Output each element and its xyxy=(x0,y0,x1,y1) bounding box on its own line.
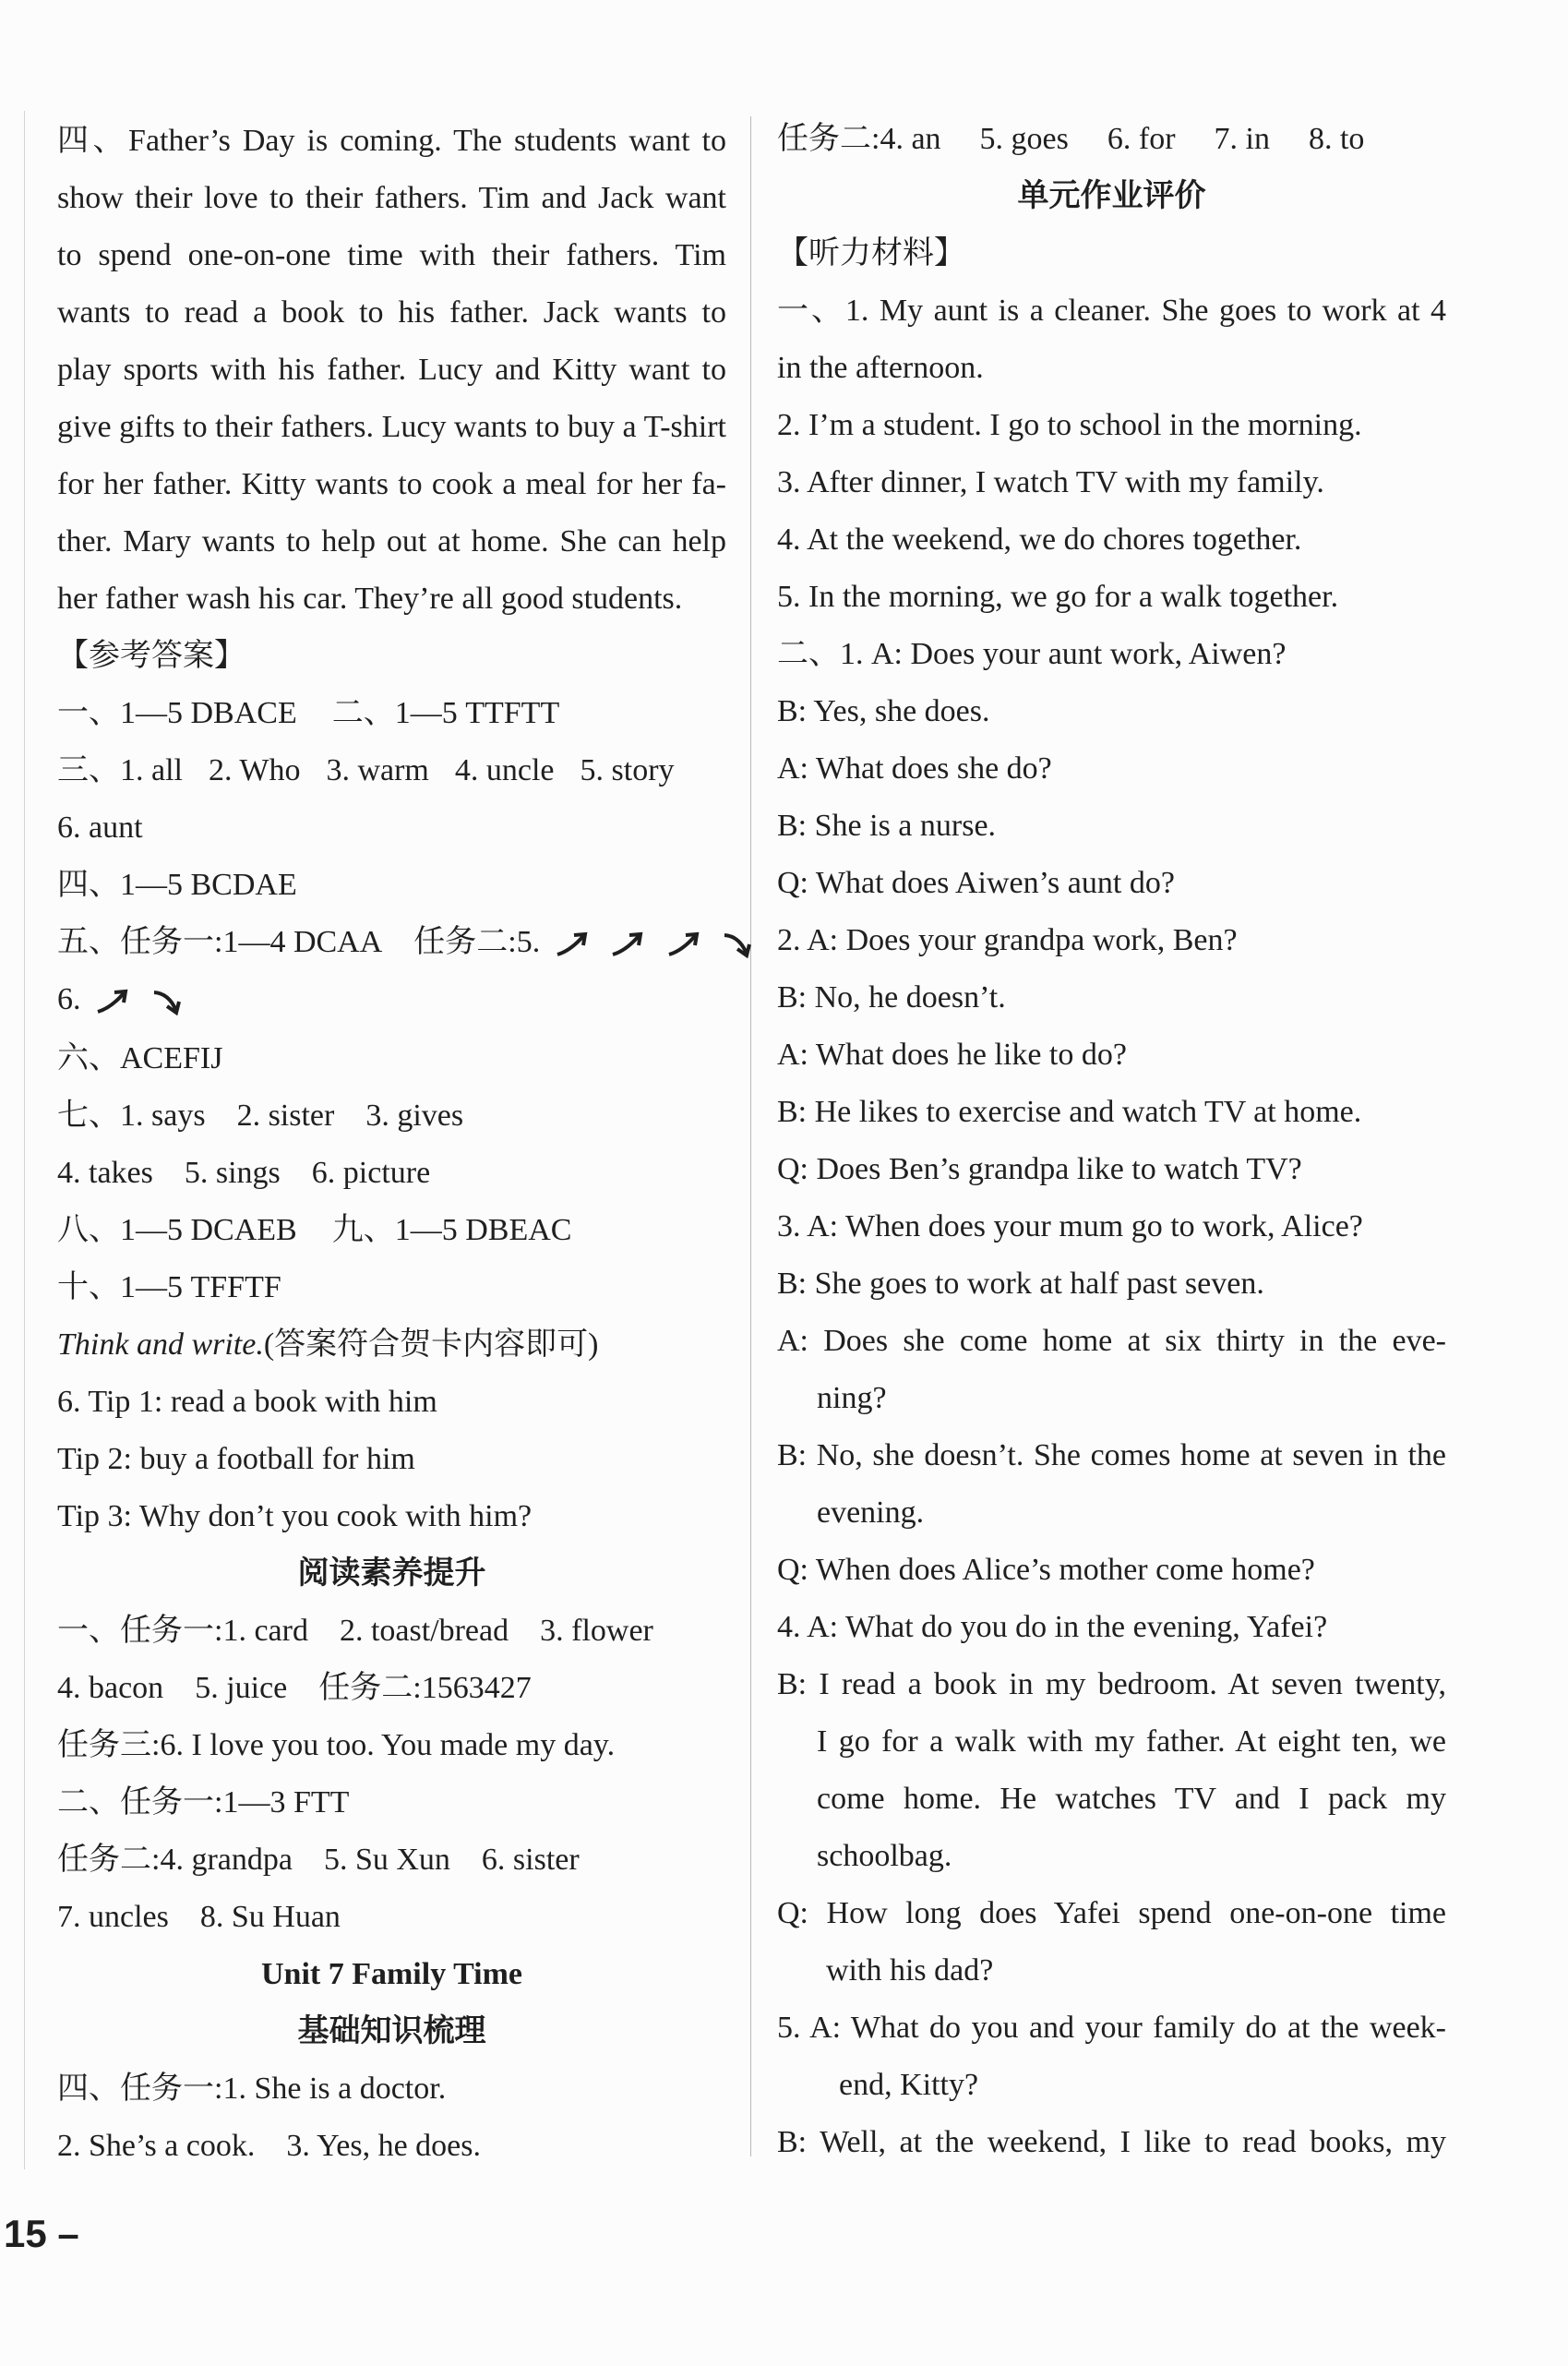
column-divider xyxy=(750,116,751,2156)
script-line: Q: Does Ben’s grandpa like to watch TV? xyxy=(777,1152,1302,1186)
script-line: 4. At the weekend, we do chores together. xyxy=(777,522,1302,557)
answer-item: 7. in xyxy=(1214,122,1270,156)
script-line: Q: What does Aiwen’s aunt do? xyxy=(777,866,1175,900)
think-and-write-label: Think and write. xyxy=(57,1327,264,1362)
answer-item: 8. Su Huan xyxy=(199,1900,341,1934)
answer-item: 一、任务一:1. card xyxy=(57,1614,308,1648)
answer-item: 任务二:5. xyxy=(413,925,541,959)
rising-intonation-icon xyxy=(665,931,702,958)
answer-item: 6. sister xyxy=(481,1843,580,1877)
answer-item: 4. uncle xyxy=(454,753,555,787)
answer-line: 四、1—5 BCDAE xyxy=(57,868,297,902)
script-line: B: No, she doesn’t. She comes home at seven in the xyxy=(777,1438,1446,1472)
passage-line: play sports with his father. Lucy and Kitty want to xyxy=(57,353,726,387)
answer-line xyxy=(57,1842,580,1879)
passage-line: for her father. Kitty wants to cook a meal for her fa- xyxy=(57,467,726,501)
answer-item: 3. gives xyxy=(365,1099,464,1133)
answer-item: 二、1—5 TTFTT xyxy=(331,696,560,730)
answer-item: 5. sings xyxy=(184,1156,281,1190)
answer-item: 7. uncles xyxy=(57,1900,169,1934)
answer-item: 3. warm xyxy=(326,753,429,787)
script-line: B: Yes, she does. xyxy=(777,694,990,728)
answer-line: Tip 2: buy a football for him xyxy=(57,1442,415,1476)
script-line: A: Does she come home at six thirty in the eve- xyxy=(777,1324,1446,1358)
answer-item: 2. Who xyxy=(208,753,301,787)
script-line: B: Well, at the weekend, I like to read books, my xyxy=(777,2125,1446,2159)
answer-line xyxy=(57,1899,341,1936)
section-heading: 基础知识梳理 xyxy=(297,2014,486,2048)
rising-intonation-icon xyxy=(609,931,646,958)
unit-title: Unit 7 Family Time xyxy=(260,1957,523,1991)
script-line: with his dad? xyxy=(826,1953,994,1988)
think-and-write-note: (答案符合贺卡内容即可) xyxy=(263,1327,599,1362)
script-line: 4. A: What do you do in the evening, Yafei? xyxy=(777,1610,1328,1644)
answer-item: 三、1. all xyxy=(57,753,183,787)
falling-intonation-icon xyxy=(150,988,182,1015)
script-line: evening. xyxy=(817,1495,925,1530)
answer-line xyxy=(57,981,187,1018)
script-line: 3. A: When does your mum go to work, Alice? xyxy=(777,1209,1363,1243)
script-line: B: No, he doesn’t. xyxy=(777,980,1006,1015)
answer-line xyxy=(57,695,559,732)
answer-line xyxy=(57,2128,481,2165)
answer-line xyxy=(57,1212,571,1249)
answer-line: 四、任务一:1. She is a doctor. xyxy=(57,2072,447,2106)
answer-heading: 【参考答案】 xyxy=(57,639,245,673)
answer-line xyxy=(777,121,1364,158)
section-heading: 单元作业评价 xyxy=(1017,179,1206,213)
answer-line: 二、任务一:1—3 FTT xyxy=(57,1785,350,1820)
answer-item: 5. juice xyxy=(195,1671,288,1705)
answer-line xyxy=(57,1670,532,1707)
answer-line: Tip 3: Why don’t you cook with him? xyxy=(57,1499,533,1533)
answer-item: 6. picture xyxy=(311,1156,431,1190)
script-line: A: What does he like to do? xyxy=(777,1038,1127,1072)
answer-line: 任务三:6. I love you too. You made my day. xyxy=(57,1728,616,1762)
answer-item: 任务二:4. an xyxy=(777,122,941,156)
passage-line: show their love to their fathers. Tim and Jack want xyxy=(57,181,726,215)
answer-line xyxy=(57,1098,463,1135)
script-line: in the afternoon. xyxy=(777,351,984,385)
answer-item: 2. toast/bread xyxy=(339,1614,509,1648)
script-line: B: She is a nurse. xyxy=(777,809,997,843)
script-line: Q: How long does Yafei spend one-on-one time xyxy=(777,1896,1446,1930)
passage-line: to spend one-on-one time with their fathers. Tim xyxy=(57,238,726,272)
answer-item: 任务二:1563427 xyxy=(318,1671,532,1705)
script-line: 5. In the morning, we go for a walk together. xyxy=(777,580,1339,614)
answer-item: 2. sister xyxy=(236,1099,335,1133)
answer-item: 任务二:4. grandpa xyxy=(57,1843,293,1877)
answer-item: 七、1. says xyxy=(57,1099,206,1133)
answer-item: 5. story xyxy=(580,753,675,787)
answer-line: 6. Tip 1: read a book with him xyxy=(57,1385,437,1419)
answer-line: 6. aunt xyxy=(57,811,143,845)
passage-line: give gifts to their fathers. Lucy wants to buy a T-shirt xyxy=(57,410,726,444)
answer-item: 3. flower xyxy=(540,1614,653,1648)
section-heading: 阅读素养提升 xyxy=(297,1556,486,1591)
answer-item: 4. takes xyxy=(57,1156,153,1190)
passage-line: 四、Father’s Day is coming. The students want to xyxy=(57,124,726,158)
answer-line xyxy=(57,752,675,789)
script-line: end, Kitty? xyxy=(839,2068,979,2102)
answer-line xyxy=(57,1613,653,1650)
script-line: 5. A: What do you and your family do at the week- xyxy=(777,2011,1446,2045)
listening-heading: 【听力材料】 xyxy=(777,236,965,270)
answer-item: 6. xyxy=(57,982,81,1016)
answer-item: 2. She’s a cook. xyxy=(57,2129,256,2163)
script-line: 2. A: Does your grandpa work, Ben? xyxy=(777,923,1238,957)
rising-intonation-icon xyxy=(554,931,591,958)
answer-item: 八、1—5 DCAEB xyxy=(57,1213,297,1247)
script-line: B: He likes to exercise and watch TV at home. xyxy=(777,1095,1362,1129)
page-number: 15 – xyxy=(4,2212,79,2255)
script-line: 2. I’m a student. I go to school in the morning. xyxy=(777,408,1362,442)
script-line: ning? xyxy=(817,1381,887,1415)
answer-item: 九、1—5 DBEAC xyxy=(331,1213,572,1247)
script-line: 3. After dinner, I watch TV with my family. xyxy=(777,465,1324,499)
script-line: 二、1. A: Does your aunt work, Aiwen? xyxy=(777,637,1287,671)
script-line: A: What does she do? xyxy=(777,751,1052,786)
script-line: come home. He watches TV and I pack my xyxy=(817,1782,1446,1816)
script-line: schoolbag. xyxy=(817,1839,952,1873)
answer-line xyxy=(57,1155,430,1192)
answer-item: 5. goes xyxy=(979,122,1069,156)
left-margin-rule xyxy=(24,111,25,2169)
script-line: Q: When does Alice’s mother come home? xyxy=(777,1553,1315,1587)
answer-item: 4. bacon xyxy=(57,1671,164,1705)
answer-line xyxy=(57,924,758,961)
passage-line: wants to read a book to his father. Jack wants to xyxy=(57,295,726,330)
falling-intonation-icon xyxy=(721,931,752,958)
script-line: B: She goes to work at half past seven. xyxy=(777,1267,1264,1301)
answer-item: 5. Su Xun xyxy=(323,1843,450,1877)
answer-item: 一、1—5 DBACE xyxy=(57,696,297,730)
answer-line: 十、1—5 TFFTF xyxy=(57,1270,281,1304)
answer-item: 3. Yes, he does. xyxy=(286,2129,481,2163)
answer-line: 六、ACEFIJ xyxy=(57,1041,223,1075)
script-line: 一、1. My aunt is a cleaner. She goes to work at 4 xyxy=(777,294,1446,328)
answer-item: 6. for xyxy=(1107,122,1176,156)
answer-item: 五、任务一:1—4 DCAA xyxy=(57,925,383,959)
rising-intonation-icon xyxy=(94,988,131,1015)
answer-item: 8. to xyxy=(1308,122,1365,156)
passage-line: ther. Mary wants to help out at home. She can help xyxy=(57,524,726,558)
answer-line xyxy=(57,1327,599,1363)
script-line: I go for a walk with my father. At eight ten, we xyxy=(817,1724,1446,1759)
script-line: B: I read a book in my bedroom. At seven twenty, xyxy=(777,1667,1446,1701)
passage-line: her father wash his car. They’re all good students. xyxy=(57,582,683,616)
